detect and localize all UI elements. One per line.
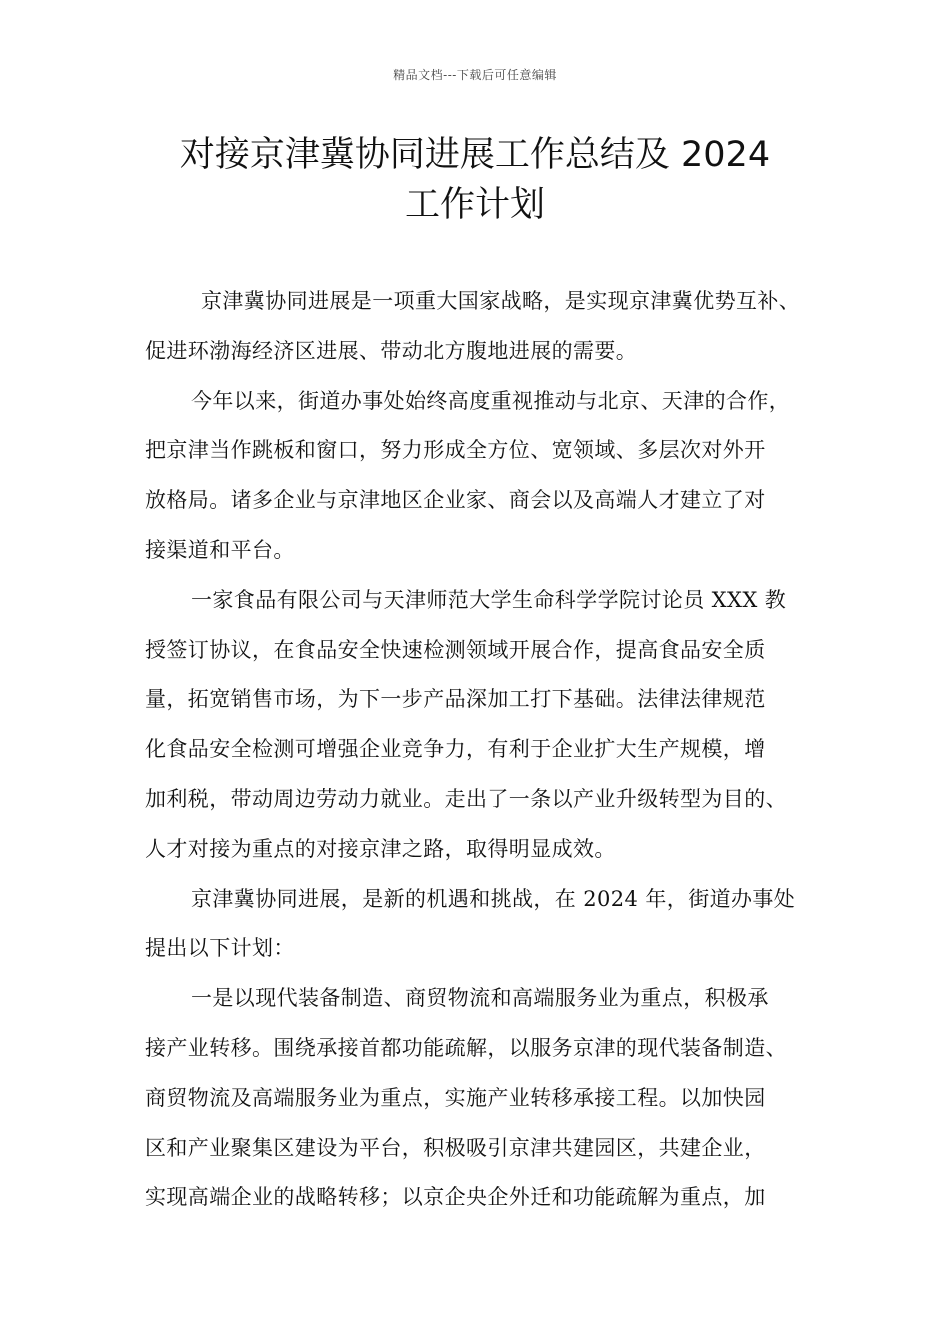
paragraph-line: 京津冀协同进展，是新的机遇和挑战，在 2024 年，街道办事处 — [191, 886, 796, 911]
paragraph-line: 今年以来，街道办事处始终高度重视推动与北京、天津的合作， — [191, 388, 791, 413]
paragraph-line: 化食品安全检测可增强企业竞争力，有利于企业扩大生产规模，增 — [145, 737, 766, 762]
page-header: 精品文档---下载后可任意编辑 — [393, 68, 557, 82]
paragraph-line: 区和产业聚集区建设为平台，积极吸引京津共建园区，共建企业， — [145, 1135, 766, 1160]
paragraph-line: 促进环渤海经济区进展、带动北方腹地进展的需要。 — [145, 338, 638, 363]
document-body — [145, 277, 810, 1223]
paragraph-line: 量，拓宽销售市场，为下一步产品深加工打下基础。法律法律规范 — [145, 687, 766, 712]
paragraph-line: 授签订协议，在食品安全快速检测领域开展合作，提高食品安全质 — [145, 637, 766, 662]
paragraph-line: 商贸物流及高端服务业为重点，实施产业转移承接工程。以加快园 — [145, 1085, 766, 1110]
paragraph — [145, 576, 810, 875]
title-line-1: 对接京津冀协同进展工作总结及 2024 — [179, 135, 771, 175]
paragraph-line: 实现高端企业的战略转移；以京企央企外迁和功能疏解为重点，加 — [145, 1185, 766, 1210]
paragraph — [145, 974, 810, 1223]
paragraph-line: 一家食品有限公司与天津师范大学生命科学学院讨论员 XXX 教 — [191, 587, 787, 612]
paragraph-line: 人才对接为重点的对接京津之路，取得明显成效。 — [145, 836, 616, 861]
paragraph — [145, 377, 810, 576]
document-title — [140, 130, 810, 230]
paragraph-line: 一是以现代装备制造、商贸物流和高端服务业为重点，积极承 — [191, 986, 769, 1011]
paragraph-line: 放格局。诸多企业与京津地区企业家、商会以及高端人才建立了对 — [145, 488, 766, 513]
paragraph-line: 提出以下计划： — [145, 936, 295, 961]
title-line-2: 工作计划 — [404, 185, 545, 225]
paragraph-line: 接产业转移。围绕承接首都功能疏解，以服务京津的现代装备制造、 — [145, 1035, 787, 1060]
paragraph — [145, 875, 810, 975]
paragraph-line: 加利税，带动周边劳动力就业。走出了一条以产业升级转型为目的、 — [145, 786, 787, 811]
paragraph-line: 京津冀协同进展是一项重大国家战略，是实现京津冀优势互补、 — [201, 289, 801, 313]
paragraph — [145, 277, 810, 377]
paragraph-line: 接渠道和平台。 — [145, 537, 295, 562]
paragraph-line: 把京津当作跳板和窗口，努力形成全方位、宽领域、多层次对外开 — [145, 438, 766, 463]
